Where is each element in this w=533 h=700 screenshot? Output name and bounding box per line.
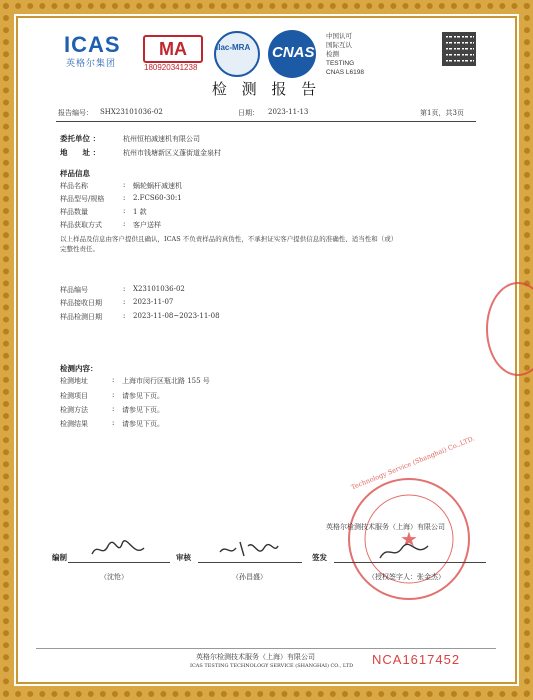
serial-number: NCA1617452 <box>372 652 461 667</box>
report-title: 检 测 报 告 <box>211 80 322 98</box>
sample-qty-label: 样品数量 <box>60 208 88 216</box>
cma-logo: MA <box>143 35 203 63</box>
sample-id-colon: : <box>123 285 126 293</box>
sample-source-colon: : <box>123 220 126 228</box>
receive-date-colon: : <box>123 298 126 306</box>
issued-name: （授权签字人：张金杰） <box>368 573 445 581</box>
prepared-label: 编制 <box>52 553 67 562</box>
icas-logo: ICAS <box>64 32 121 57</box>
cnas-logo-text: CNAS <box>272 44 315 61</box>
ilac-logo-text: ilac-MRA <box>216 43 251 52</box>
sample-model-value: 2.FCS60-30:1 <box>133 194 182 202</box>
test-content-heading: 检测内容： <box>60 364 98 373</box>
client-label: 委托单位 ： <box>60 134 101 143</box>
sample-model-label: 样品型号/规格 <box>60 195 105 203</box>
report-date: 2023-11-13 <box>268 108 309 116</box>
test-date-value: 2023-11-08~2023-11-08 <box>133 312 220 320</box>
sample-source-label: 样品获取方式 <box>60 221 102 229</box>
cma-number: 180920341238 <box>144 63 198 72</box>
sample-model-colon: : <box>123 194 126 202</box>
sample-qty-value: 1 款 <box>133 208 147 216</box>
test-items-colon: : <box>112 391 115 399</box>
footer-divider <box>36 648 496 649</box>
icas-logo-subtitle: 英格尔集团 <box>66 58 117 68</box>
receive-date-value: 2023-11-07 <box>133 298 174 306</box>
issued-signature-graphic <box>376 540 432 564</box>
sample-name-value: 蜗轮蜗杆减速机 <box>133 182 182 190</box>
report-number-label: 报告编号： <box>58 109 93 117</box>
reviewed-signature <box>218 538 280 566</box>
test-date-label: 样品检测日期 <box>60 313 102 321</box>
issued-signature <box>376 540 432 568</box>
test-result-label: 检测结果 <box>60 420 88 428</box>
disclaimer-line-1: 以上样品及信息由客户提供且确认，ICAS 不负责样品的真伪性，不承担证实客户提供信息的准确性、适当性和（或） <box>60 235 398 243</box>
cnas-side-text: 中国认可 国际互认 检测 TESTING CNAS L6198 <box>326 33 364 76</box>
reviewed-name: （孙昌盛） <box>232 573 267 581</box>
report-number: SHX23101036-02 <box>100 108 163 116</box>
reviewed-signature-graphic <box>218 538 280 562</box>
test-date-colon: : <box>123 312 126 320</box>
sample-name-colon: : <box>123 181 126 189</box>
test-method-value: 请参见下页。 <box>122 406 164 414</box>
test-result-colon: : <box>112 419 115 427</box>
sample-name-label: 样品名称 <box>60 182 88 190</box>
sample-source-value: 客户送样 <box>133 221 161 229</box>
test-address-value: 上海市闵行区瓶北路 155 号 <box>122 377 210 385</box>
company-seal-text: Technology Service (Shanghai) Co.,LTD. <box>350 434 476 492</box>
ilac-logo <box>214 31 260 77</box>
disclaimer-line-2: 完整性责任。 <box>60 245 99 253</box>
test-items-value: 请参见下页。 <box>122 392 164 400</box>
prepared-signature <box>88 538 148 566</box>
page-info: 第1页，共3页 <box>420 109 464 117</box>
test-method-colon: : <box>112 405 115 413</box>
test-address-colon: : <box>112 376 115 384</box>
reviewed-label: 审核 <box>176 553 191 562</box>
client-name: 杭州恒柏减速机有限公司 <box>123 135 200 143</box>
prepared-signature-graphic <box>88 538 148 562</box>
sample-id-label: 样品编号 <box>60 286 88 294</box>
sample-info-heading: 样品信息 <box>60 169 90 178</box>
receive-date-label: 样品接收日期 <box>60 299 102 307</box>
sample-id-value: X23101036-02 <box>133 285 185 293</box>
address-label: 地 址 ： <box>60 148 101 157</box>
company-stamp-text: 英格尔检测技术服务（上海）有限公司 <box>326 523 445 531</box>
svg-text:★: ★ <box>400 527 418 551</box>
prepared-name: （沈怆） <box>100 573 128 581</box>
test-method-label: 检测方法 <box>60 406 88 414</box>
test-result-value: 请参见下页。 <box>122 420 164 428</box>
test-address-label: 检测地址 <box>60 377 88 385</box>
qr-code[interactable] <box>442 32 476 66</box>
footer-company-cn: 英格尔检测技术服务（上海）有限公司 <box>196 653 315 661</box>
test-items-label: 检测项目 <box>60 392 88 400</box>
issued-label: 签发 <box>312 553 327 562</box>
header-divider <box>56 121 476 122</box>
footer-company-en: ICAS TESTING TECHNOLOGY SERVICE (SHANGHAI) CO., LTD <box>190 663 354 669</box>
client-address: 杭州市钱塘新区义蓬街道金泉村 <box>123 149 221 157</box>
sample-qty-colon: : <box>123 207 126 215</box>
date-label: 日期： <box>238 109 259 117</box>
